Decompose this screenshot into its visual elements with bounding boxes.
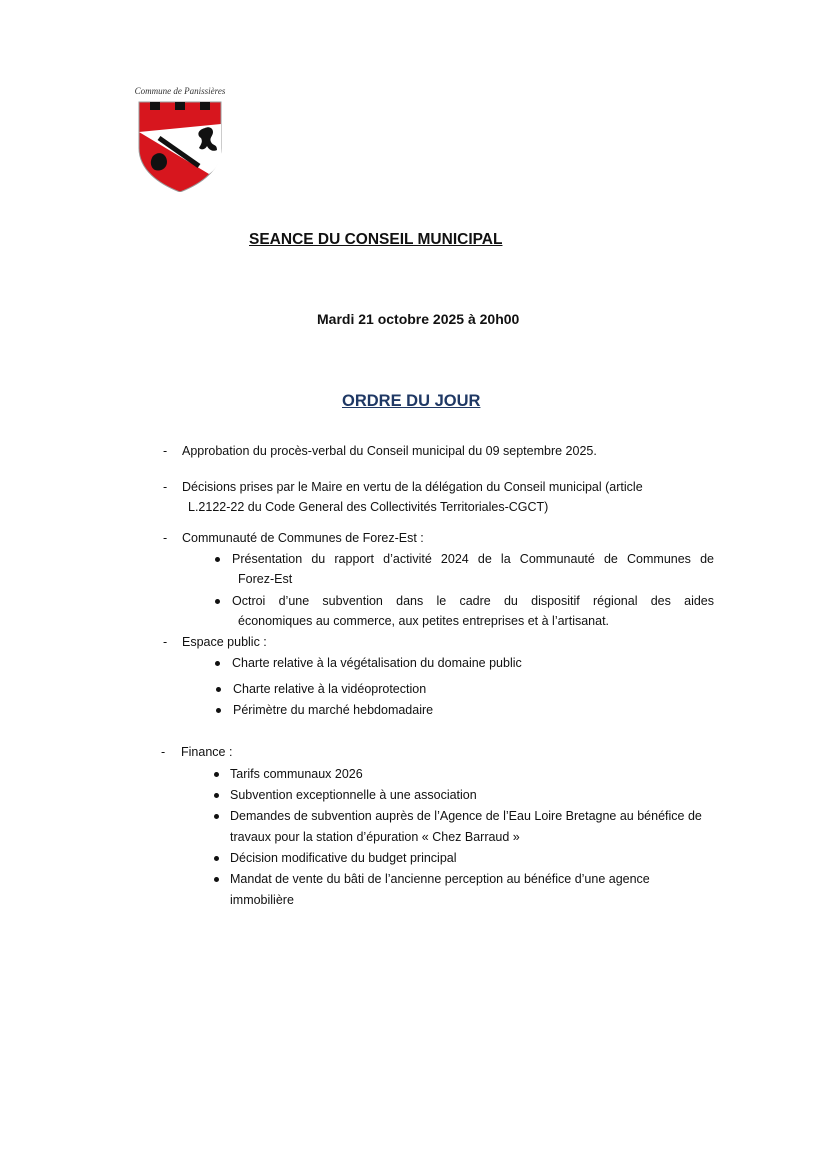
subitem-marche: Périmètre du marché hebdomadaire [233,703,434,717]
bullet [215,599,220,604]
bullet [214,793,219,798]
bullet [216,687,221,692]
subitem-tarifs: Tarifs communaux 2026 [230,767,363,781]
subitem-videoprotection: Charte relative à la vidéoprotection [233,682,427,696]
dash-marker: - [163,444,168,458]
subitem-rapport: Présentation du rapport d’activité 2024 de la Communauté de Communes de [232,552,714,566]
agenda-item-ccfe: Communauté de Communes de Forez-Est : [182,531,424,545]
commune-logo [128,86,232,196]
agenda-item-espace-public: Espace public : [182,635,267,649]
bullet [215,557,220,562]
coat-of-arms-icon [137,98,223,192]
agenda-item-finance: Finance : [181,745,233,759]
subitem-vegetalisation: Charte relative à la végétalisation du domaine public [232,656,522,670]
subitem-subvention-region: Octroi d’une subvention dans le cadre du dispositif régional des aides [232,594,714,608]
dash-marker: - [163,531,168,545]
bullet [214,856,219,861]
subitem-dm-budget: Décision modificative du budget principal [230,851,457,865]
subitem-agence-eau-cont: travaux pour la station d’épuration « Chez Barraud » [230,830,520,844]
subitem-mandat-vente-cont: immobilière [230,893,294,907]
dash-marker: - [161,745,166,759]
bullet [216,708,221,713]
page-title: SEANCE DU CONSEIL MUNICIPAL [249,231,503,248]
agenda-item-decisions: Décisions prises par le Maire en vertu de la délégation du Conseil municipal (article [182,480,643,494]
subitem-agence-eau: Demandes de subvention auprès de l’Agence de l’Eau Loire Bretagne au bénéfice de [230,809,702,823]
dash-marker: - [163,480,168,494]
agenda-item-decisions-cont: L.2122-22 du Code General des Collectivités Territoriales-CGCT) [188,500,549,514]
subitem-subvention-region-cont: économiques au commerce, aux petites entreprises et à l’artisanat. [238,614,610,628]
logo-caption: Commune de Panissières [134,86,226,96]
bullet [215,661,220,666]
subitem-subvention-association: Subvention exceptionnelle à une association [230,788,477,802]
bullet [214,877,219,882]
dash-marker: - [163,635,168,649]
bullet [214,814,219,819]
meeting-date: Mardi 21 octobre 2025 à 20h00 [317,311,520,327]
bullet [214,772,219,777]
subitem-mandat-vente: Mandat de vente du bâti de l’ancienne perception au bénéfice d’une agence [230,872,650,886]
agenda-heading: ORDRE DU JOUR [342,392,481,410]
agenda-item-pv: Approbation du procès-verbal du Conseil municipal du 09 septembre 2025. [182,444,597,458]
subitem-rapport-cont: Forez-Est [238,572,293,586]
